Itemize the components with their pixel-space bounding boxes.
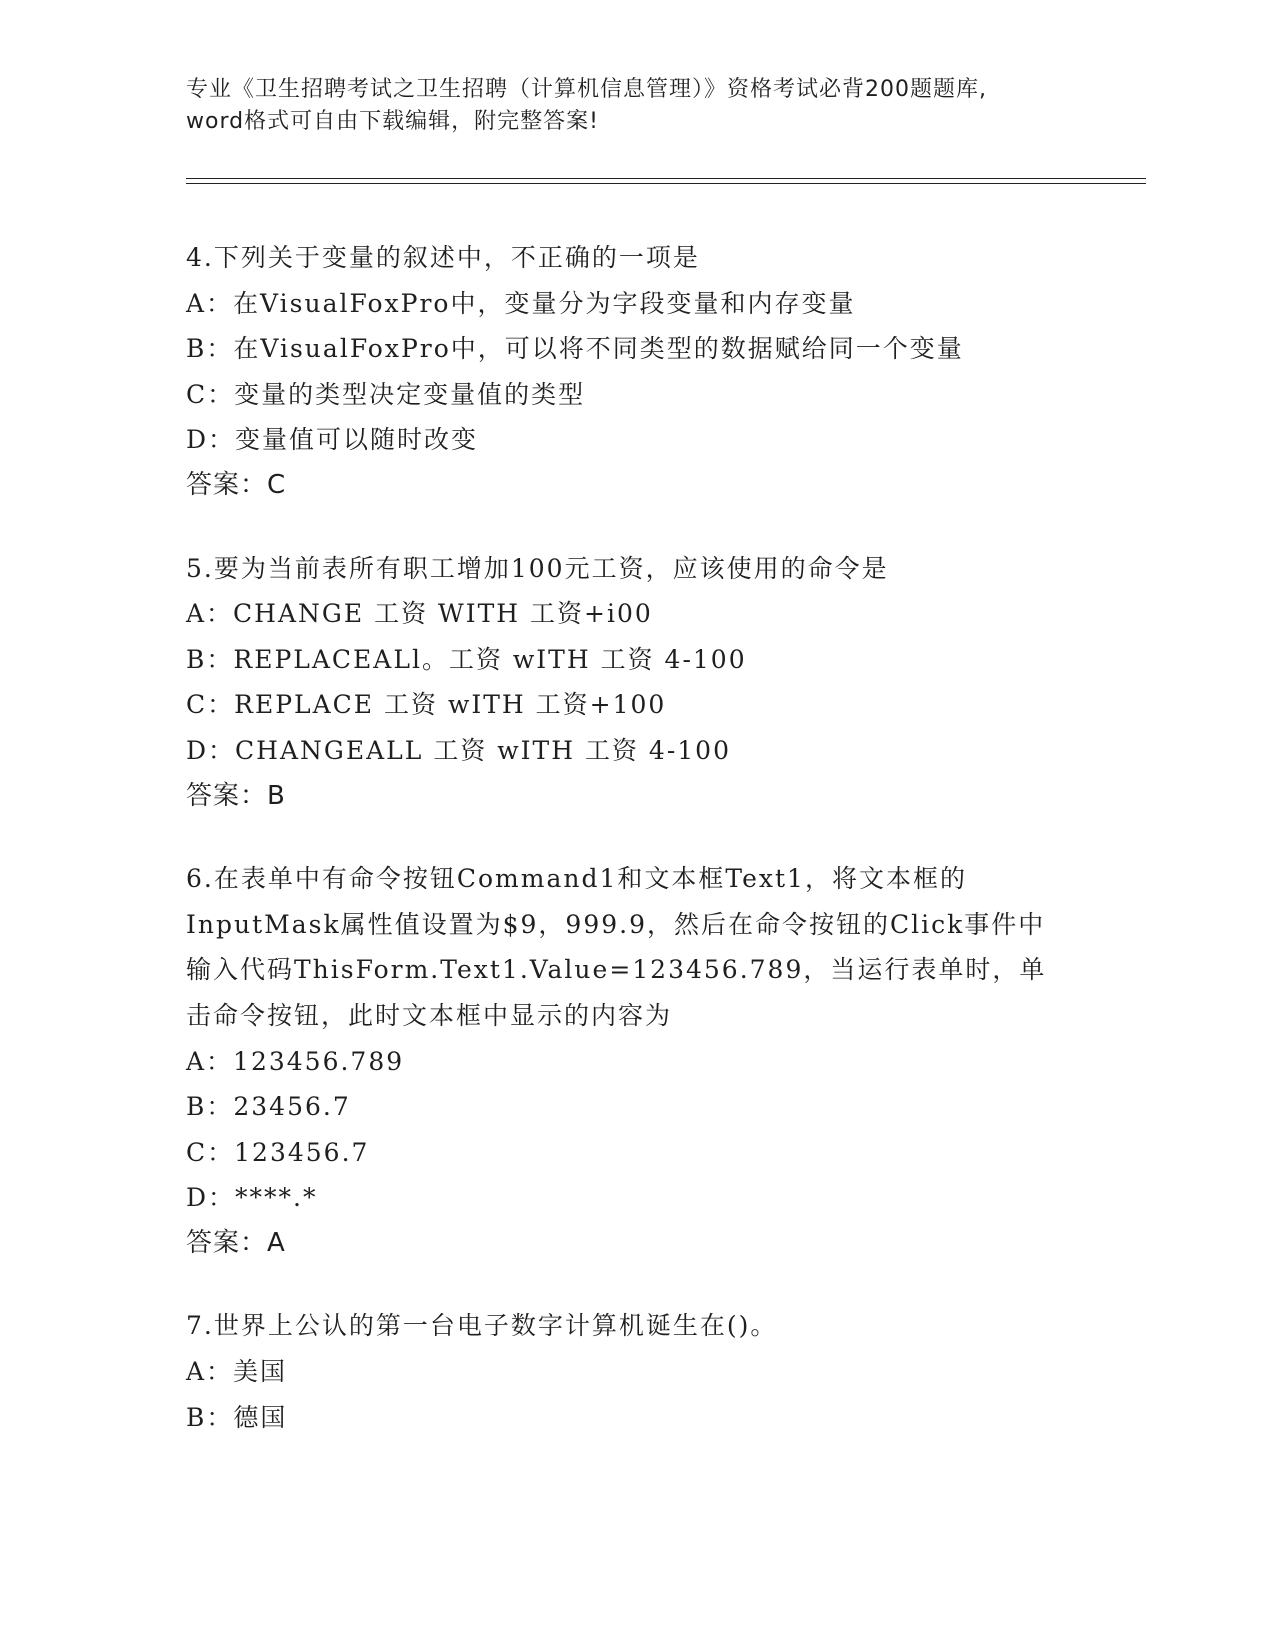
- option-d: D：变量值可以随时改变: [186, 425, 479, 455]
- question-4: [186, 235, 1086, 509]
- option-c: C：变量的类型决定变量值的类型: [186, 379, 586, 409]
- option-a: A：123456.789: [186, 1046, 405, 1076]
- question-text: 6.在表单中有命令按钮Command1和文本框Text1，将文本框的InputMask属性值设置为$9，999.9，然后在命令按钮的Click事件中输入代码ThisForm.Text1.Value=123456.789，当运行表单时，单击命令按钮，此时文本框中显示的内容为: [186, 864, 1047, 1030]
- option-c: C：123456.7: [186, 1137, 370, 1167]
- header-line-1: 专业《卫生招聘考试之卫生招聘（计算机信息管理）》资格考试必背200题题库,: [186, 77, 987, 102]
- question-text: 7.世界上公认的第一台电子数字计算机诞生在()。: [186, 1311, 778, 1341]
- answer-text: 答案：A: [186, 1227, 286, 1258]
- option-b: B：23456.7: [186, 1092, 351, 1122]
- document-header: [186, 74, 1086, 138]
- option-a: A：美国: [186, 1357, 288, 1387]
- answer-text: 答案：C: [186, 469, 287, 500]
- header-divider-top: [186, 178, 1146, 179]
- question-text: 4.下列关于变量的叙述中，不正确的一项是: [186, 243, 700, 272]
- option-a: A：CHANGE 工资 WITH 工资+i00: [186, 599, 653, 629]
- header-divider-bottom: [186, 183, 1146, 184]
- question-list: [186, 235, 1086, 1477]
- option-b: B：德国: [186, 1402, 288, 1432]
- question-7: [186, 1303, 1086, 1440]
- option-b: B：REPLACEALl。工资 wITH 工资 4-100: [186, 644, 747, 674]
- option-d: D：CHANGEALL 工资 wITH 工资 4-100: [186, 735, 731, 765]
- option-b: B：在VisualFoxPro中，可以将不同类型的数据赋给同一个变量: [186, 334, 964, 364]
- answer-text: 答案：B: [186, 780, 286, 811]
- question-text: 5.要为当前表所有职工增加100元工资，应该使用的命令是: [186, 553, 889, 583]
- question-6: [186, 856, 1086, 1266]
- option-c: C：REPLACE 工资 wITH 工资+100: [186, 690, 667, 720]
- option-d: D：****.*: [186, 1183, 318, 1213]
- option-a: A：在VisualFoxPro中，变量分为字段变量和内存变量: [186, 288, 856, 318]
- question-5: [186, 546, 1086, 820]
- header-line-2: word格式可自由下载编辑，附完整答案!: [186, 109, 599, 134]
